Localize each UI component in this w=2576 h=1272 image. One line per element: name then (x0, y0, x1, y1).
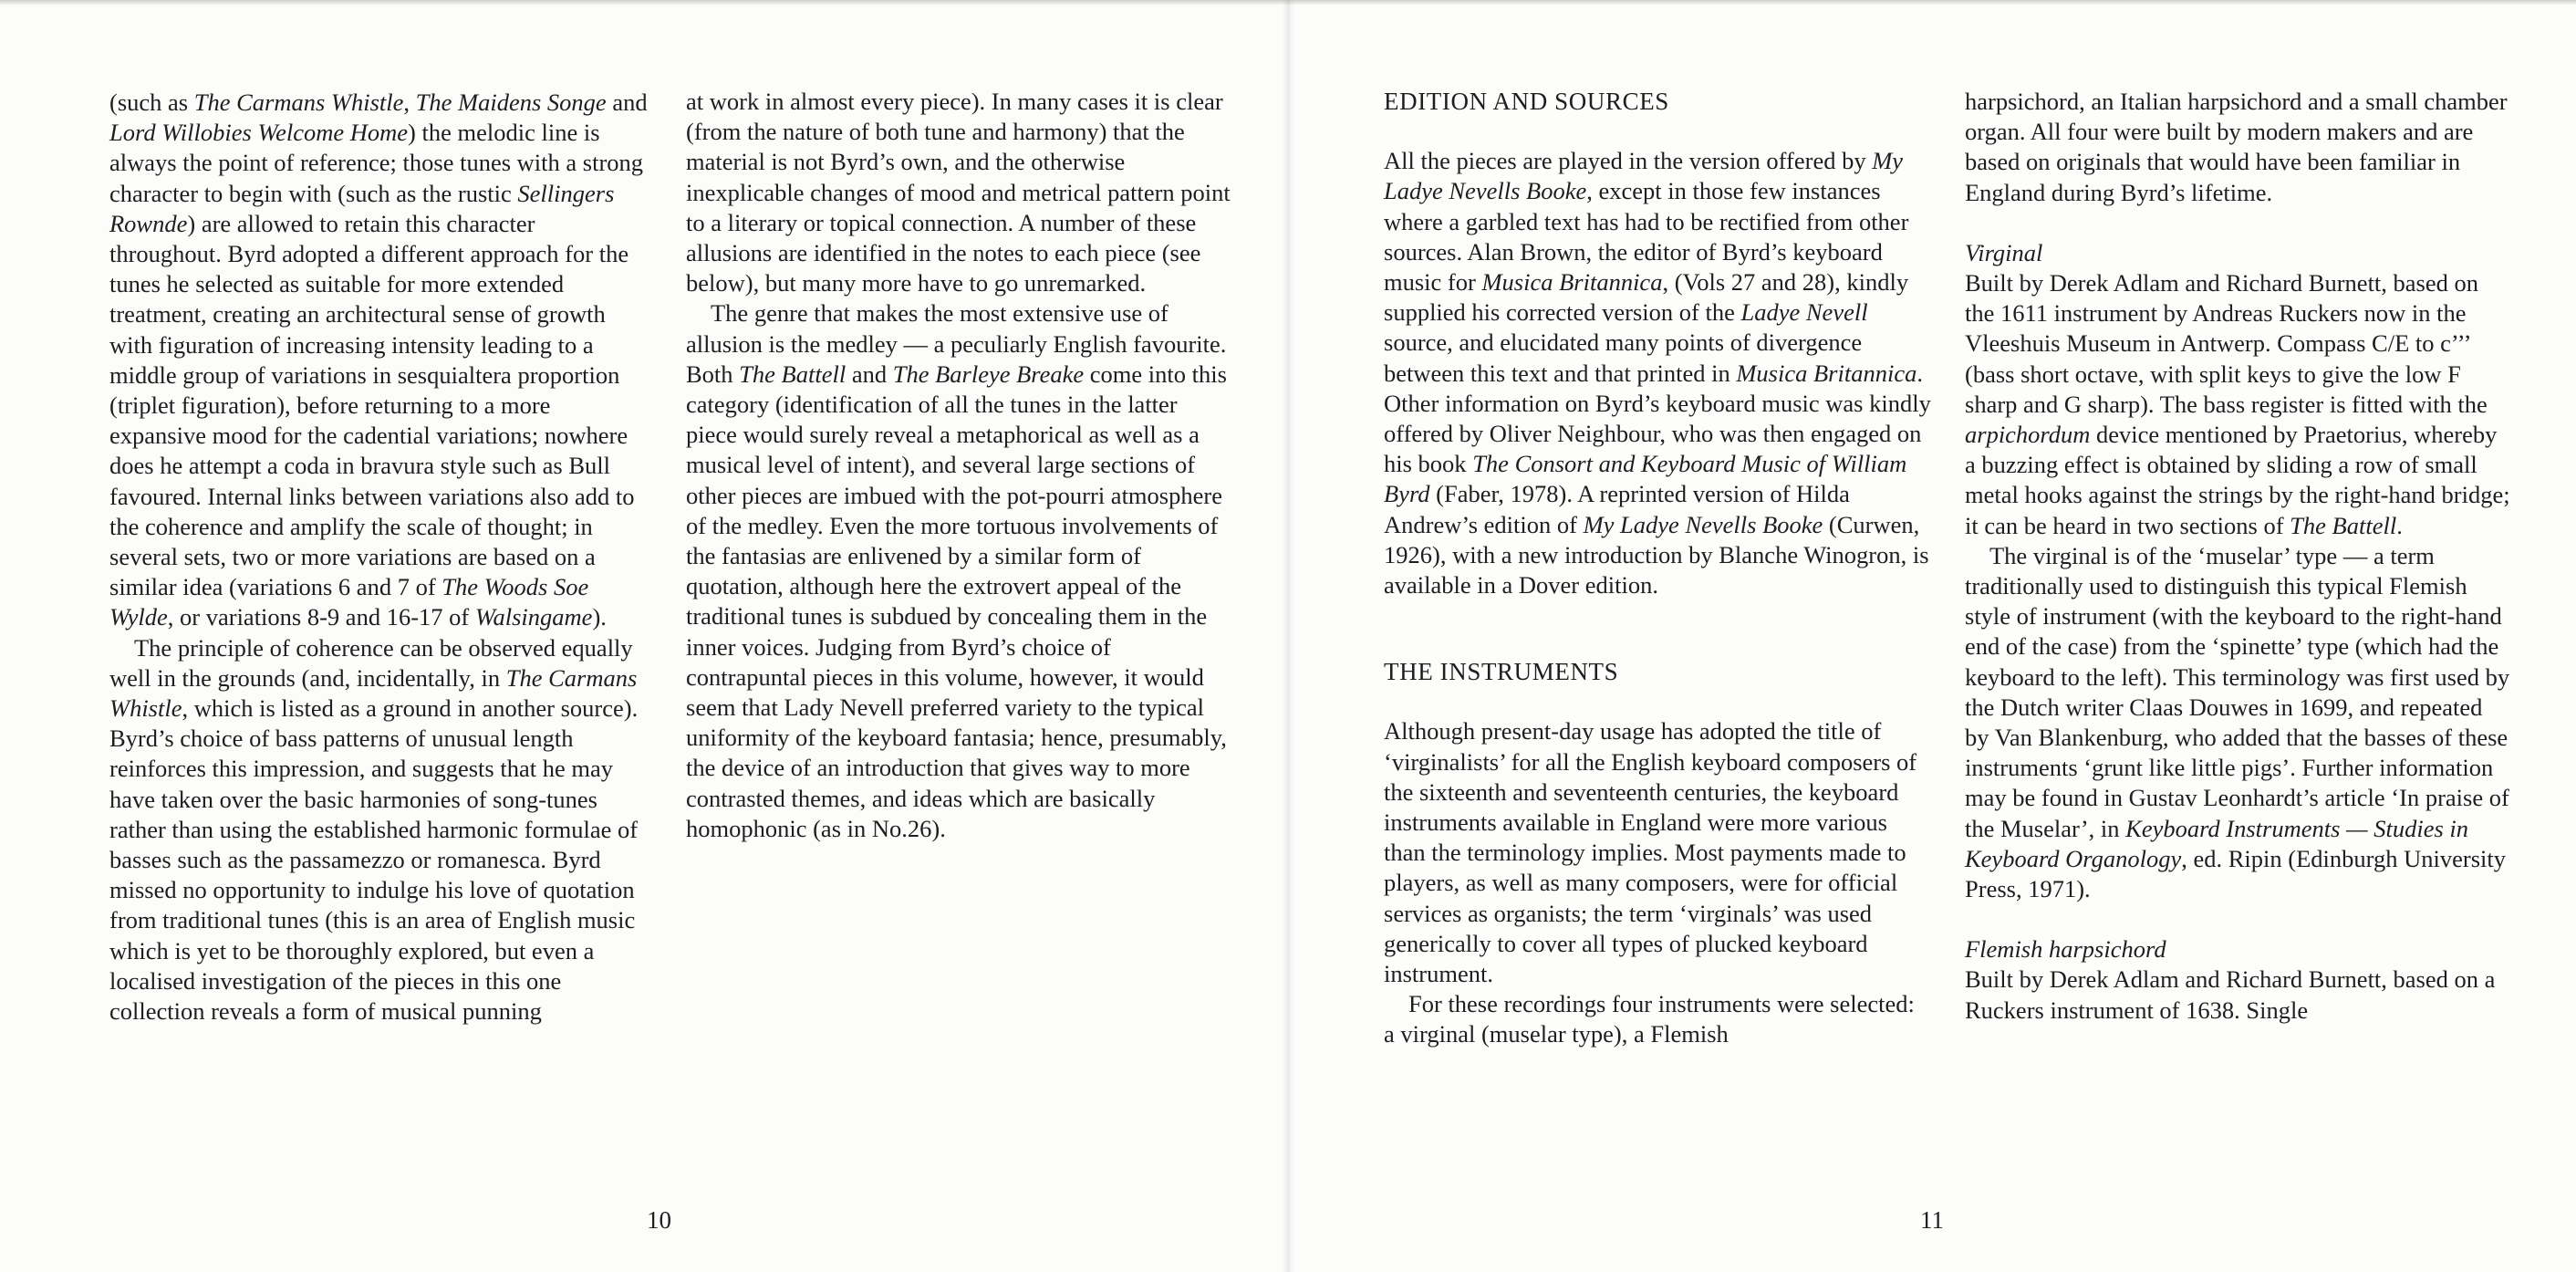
page-number: 10 (647, 1206, 671, 1234)
top-edge-shadow (1288, 0, 2576, 5)
paragraph: harpsichord, an Italian harpsichord and a small chamber organ. All four were built by modern makers and are based on originals that would have been familiar in England during Byrd’s lifetime. (1965, 88, 2508, 206)
paragraph: All the pieces are played in the version offered by My Ladye Nevells Booke, except in those few instances where a garbled text has had to be rectified from other sources. Alan Brown, the editor of Byrd’s keyboard music for Musica Britannica, (Vols 27 and 28), kindly supplied his corrected version of the Ladye Nevell source, and elucidated many points of divergence between this text and that printed in Musica Britannica. Other information on Byrd’s keyboard music was kindly offered by Oliver Neighbour, who was then engaged on his book The Consort and Keyboard Music of William Byrd (Faber, 1978). A reprinted version of Hilda Andrew’s edition of My Ladye Nevells Booke (Curwen, 1926), with a new introduction by Blanche Winogron, is available in a Dover edition. (1384, 147, 1931, 600)
page-number: 11 (1920, 1206, 1944, 1234)
subheading: Virginal (1965, 238, 2043, 266)
section-heading: EDITION AND SOURCES (1384, 88, 1669, 115)
spine-fold (1283, 0, 1295, 1272)
paragraph: The genre that makes the most extensive use of allusion is the medley — a peculiarly English favourite. Both The Battell and The Barleye Breake come into this category (identification of all the tunes in the latter piece would surely reveal a metaphorical as well as a musical level of intent), and several large sections of other pieces are imbued with the pot-pourri atmosphere of the medley. Even the more tortuous involvements of the fantasias are enlivened by a similar form of quotation, although here the extrovert appeal of the traditional tunes is subdued by concealing them in the inner voices. Judging from Byrd’s choice of contrapuntal pieces in this volume, however, it would seem that Lady Nevell preferred variety to the typical uniformity of the keyboard fantasia; hence, presumably, the device of an introduction that gives way to more contrasted themes, and ideas which are basically homophonic (as in No.26). (686, 299, 1227, 842)
column-4 (1965, 87, 2512, 1026)
paragraph: Although present-day usage has adopted the title of ‘virginalists’ for all the English keyboard composers of the sixteenth and seventeenth centuries, the keyboard instruments available in England were more various than the terminology implies. Most payments made to players, as well as many composers, were for official services as organists; the term ‘virginals’ was used generically to cover all types of plucked keyboard instrument. (1384, 717, 1917, 988)
paragraph: The principle of coherence can be observed equally well in the grounds (and, incidentally, in The Carmans Whistle, which is listed as a ground in another source). Byrd’s choice of bass patterns of unusual length reinforces this impression, and suggests that he may have taken over the basic harmonies of song-tunes rather than using the established harmonic formulae of basses such as the passamezzo or romanesca. Byrd missed no opportunity to indulge his love of quotation from traditional tunes (this is an area of English music which is yet to be thoroughly explored, but even a localised investigation of the pieces in this one collection reveals a form of musical punning (109, 633, 639, 1026)
paragraph: at work in almost every piece). In many cases it is clear (from the nature of both tune and harmony) that the material is not Byrd’s own, and the otherwise inexplicable changes of mood and metrical pattern point to a literary or topical connection. A number of these allusions are identified in the notes to each piece (see below), but many more have to go unremarked. (686, 88, 1231, 297)
paragraph: Built by Derek Adlam and Richard Burnett, based on a Ruckers instrument of 1638. Single (1965, 965, 2496, 1024)
column-2 (686, 87, 1233, 844)
paragraph: Built by Derek Adlam and Richard Burnett, based on the 1611 instrument by Andreas Ruckers now in the Vleeshuis Museum in Antwerp. Compass C/E to c’’’ (bass short octave, with split keys to give the low F sharp and G sharp). The bass register is fitted with the arpichordum device mentioned by Praetorius, whereby a buzzing effect is obtained by sliding a row of small metal hooks against the strings by the right-hand bridge; it can be heard in two sections of The Battell. (1965, 269, 2510, 539)
column-3 (1384, 87, 1931, 1050)
paragraph: The virginal is of the ‘muselar’ type — a term traditionally used to distinguish this typical Flemish style of instrument (with the keyboard to the right-hand end of the case) from the ‘spinette’ type (which had the keyboard to the left). This terminology was first used by the Dutch writer Claas Douwes in 1699, and repeated by Van Blankenburg, who added that the basses of these instruments ‘grunt like little pigs’. Further information may be found in Gustav Leonhardt’s article ‘In praise of the Muselar’, in Keyboard Instruments — Studies in Keyboard Organology, ed. Ripin (Edinburgh University Press, 1971). (1965, 541, 2510, 903)
top-edge-shadow (0, 0, 1288, 5)
paragraph: For these recordings four instruments were selected: a virginal (muselar type), a Flemish (1384, 990, 1915, 1048)
paragraph: (such as The Carmans Whistle, The Maidens Songe and Lord Willobies Welcome Home) the melodic line is always the point of reference; those tunes with a strong character to begin with (such as the rustic Sellingers Rownde) are allowed to retain this character throughout. Byrd adopted a different approach for the tunes he selected as suitable for more extended treatment, creating an architectural sense of growth with figuration of increasing intensity leading to a middle group of variations in sesquialtera proportion (triplet figuration), before returning to a more expansive mood for the cadential variations; nowhere does he attempt a coda in bravura style such as Bull favoured. Internal links between variations also add to the coherence and amplify the scale of thought; in several sets, two or more variations are based on a similar idea (variations 6 and 7 of The Woods Soe Wylde, or variations 8-9 and 16-17 of Walsingame). (109, 89, 648, 631)
subheading: Flemish harpsichord (1965, 935, 2166, 964)
section-heading: THE INSTRUMENTS (1384, 658, 1619, 686)
column-1 (109, 88, 652, 1027)
